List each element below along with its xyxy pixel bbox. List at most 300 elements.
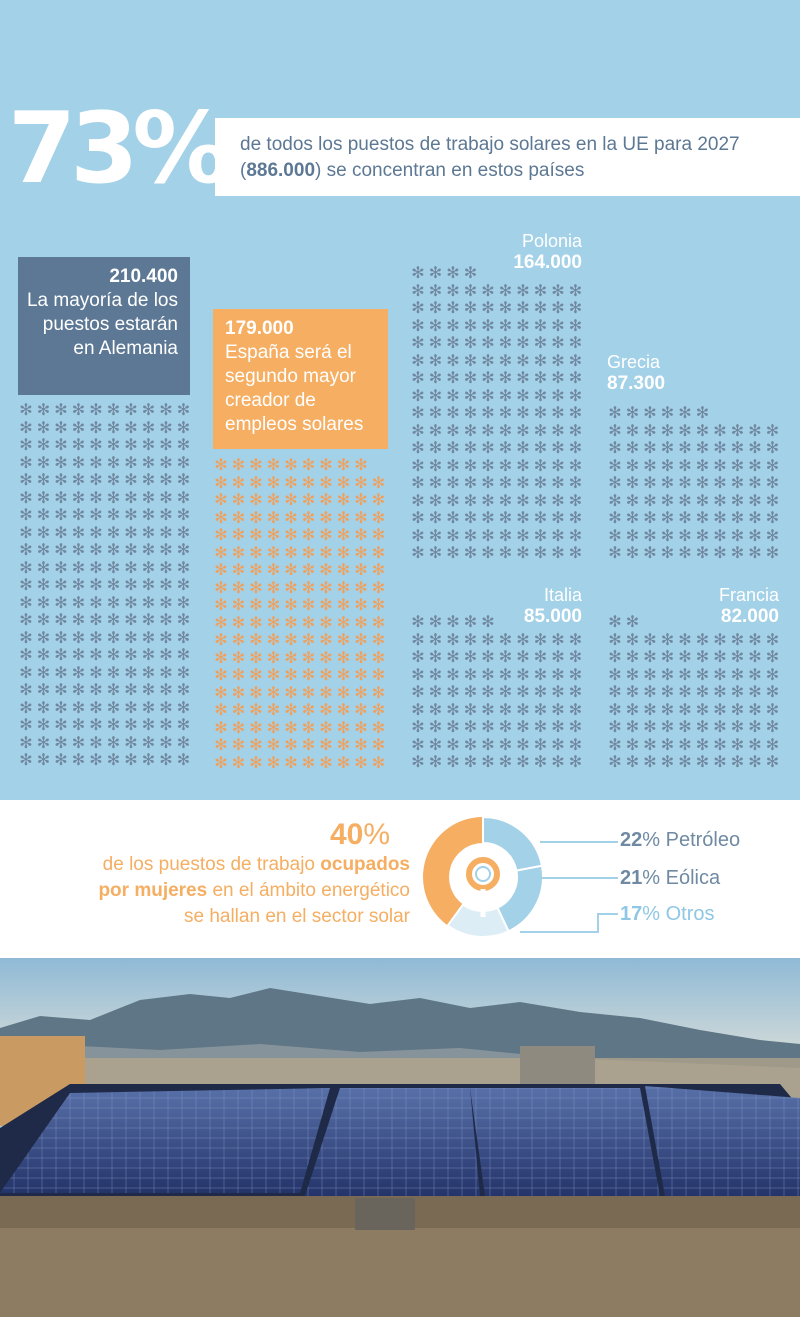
women-text-line3: se hallan en el sector solar xyxy=(183,906,410,927)
job-icon: ✻ xyxy=(71,699,86,717)
job-icon: ✻ xyxy=(54,524,68,542)
job-icon: ✻ xyxy=(516,422,530,440)
job-icon: ✻ xyxy=(748,736,762,754)
job-icon: ✻ xyxy=(643,440,657,457)
job-icon: ✻ xyxy=(481,545,495,562)
job-icon: ✻ xyxy=(463,352,478,370)
job-icon: ✻ xyxy=(498,352,513,370)
job-icon: ✻ xyxy=(678,457,692,475)
job-icon: ✻ xyxy=(608,492,622,510)
job-icon: ✻ xyxy=(446,631,460,649)
job-icon: ✻ xyxy=(89,472,103,489)
job-icon: ✻ xyxy=(428,422,443,440)
job-icon: ✻ xyxy=(354,509,368,527)
job-icon: ✻ xyxy=(106,647,121,664)
job-icon: ✻ xyxy=(463,631,478,649)
job-icon: ✻ xyxy=(19,699,33,717)
job-icon: ✻ xyxy=(446,719,460,736)
job-icon: ✻ xyxy=(71,542,86,559)
job-icon: ✻ xyxy=(498,527,513,545)
job-icon: ✻ xyxy=(54,752,68,769)
job-icon: ✻ xyxy=(176,629,191,647)
job-icon: ✻ xyxy=(463,684,478,701)
job-icon: ✻ xyxy=(336,667,351,684)
job-icon: ✻ xyxy=(301,754,316,772)
germany-value: 210.400 xyxy=(109,266,178,287)
job-icon: ✻ xyxy=(231,667,246,684)
job-icon: ✻ xyxy=(19,419,33,437)
job-icon: ✻ xyxy=(284,719,298,737)
job-icon: ✻ xyxy=(159,402,173,419)
job-icon: ✻ xyxy=(428,387,443,405)
job-icon: ✻ xyxy=(36,752,51,769)
job-icon: ✻ xyxy=(301,597,316,614)
job-icon: ✻ xyxy=(89,507,103,524)
job-icon: ✻ xyxy=(19,437,33,454)
job-icon: ✻ xyxy=(159,489,173,507)
job-icon: ✻ xyxy=(19,524,33,542)
job-icon: ✻ xyxy=(231,457,246,474)
job-icon: ✻ xyxy=(89,577,103,594)
job-icon: ✻ xyxy=(106,612,121,629)
job-icon: ✻ xyxy=(608,527,622,545)
job-icon: ✻ xyxy=(411,317,425,335)
france-value: 82.000 xyxy=(720,606,779,627)
job-icon: ✻ xyxy=(284,474,298,492)
job-icon: ✻ xyxy=(568,545,583,562)
job-icon: ✻ xyxy=(284,562,298,579)
job-icon: ✻ xyxy=(481,405,495,422)
job-icon: ✻ xyxy=(428,614,443,631)
job-icon: ✻ xyxy=(89,402,103,419)
job-icon: ✻ xyxy=(516,666,530,684)
job-icon: ✻ xyxy=(336,562,351,579)
job-icon: ✻ xyxy=(54,682,68,699)
job-icon: ✻ xyxy=(124,594,138,612)
job-icon: ✻ xyxy=(176,682,191,699)
job-icon: ✻ xyxy=(551,440,565,457)
job-icon: ✻ xyxy=(428,545,443,562)
job-icon: ✻ xyxy=(608,422,622,440)
job-icon: ✻ xyxy=(730,492,745,510)
job-icon: ✻ xyxy=(301,509,316,527)
job-icon: ✻ xyxy=(71,594,86,612)
job-icon: ✻ xyxy=(446,282,460,300)
job-icon: ✻ xyxy=(36,594,51,612)
job-icon: ✻ xyxy=(481,649,495,666)
job-icon: ✻ xyxy=(481,510,495,527)
job-icon: ✻ xyxy=(159,577,173,594)
job-icon: ✻ xyxy=(551,701,565,719)
job-icon: ✻ xyxy=(643,405,657,422)
job-icon: ✻ xyxy=(643,754,657,771)
job-icon: ✻ xyxy=(463,492,478,510)
job-icon: ✻ xyxy=(124,612,138,629)
job-icon: ✻ xyxy=(516,317,530,335)
job-icon: ✻ xyxy=(54,419,68,437)
job-icon: ✻ xyxy=(678,545,692,562)
job-icon: ✻ xyxy=(54,629,68,647)
job-icon: ✻ xyxy=(371,562,386,579)
job-icon: ✻ xyxy=(36,577,51,594)
job-icon: ✻ xyxy=(643,649,657,666)
job-icon: ✻ xyxy=(354,667,368,684)
job-icon: ✻ xyxy=(533,475,548,492)
job-icon: ✻ xyxy=(516,457,530,475)
job-icon: ✻ xyxy=(533,422,548,440)
job-icon: ✻ xyxy=(71,752,86,769)
germany-card xyxy=(18,257,190,395)
job-icon: ✻ xyxy=(446,684,460,701)
job-icon: ✻ xyxy=(301,684,316,702)
job-icon: ✻ xyxy=(266,754,281,772)
job-icon: ✻ xyxy=(176,472,191,489)
job-icon: ✻ xyxy=(354,649,368,667)
job-icon: ✻ xyxy=(533,736,548,754)
job-icon: ✻ xyxy=(336,579,351,597)
job-icon: ✻ xyxy=(249,562,263,579)
job-icon: ✻ xyxy=(214,649,228,667)
job-icon: ✻ xyxy=(371,649,386,667)
job-icon: ✻ xyxy=(159,542,173,559)
job-icon: ✻ xyxy=(625,736,640,754)
job-icon: ✻ xyxy=(319,474,333,492)
job-icon: ✻ xyxy=(284,527,298,544)
job-icon: ✻ xyxy=(36,612,51,629)
job-icon: ✻ xyxy=(765,457,780,475)
job-icon: ✻ xyxy=(124,629,138,647)
job-icon: ✻ xyxy=(371,754,386,772)
job-icon: ✻ xyxy=(551,317,565,335)
job-icon: ✻ xyxy=(533,440,548,457)
job-icon: ✻ xyxy=(176,594,191,612)
job-icon: ✻ xyxy=(516,405,530,422)
job-icon: ✻ xyxy=(284,684,298,702)
job-icon: ✻ xyxy=(678,666,692,684)
job-icon: ✻ xyxy=(568,649,583,666)
women-line2-bold: por mujeres xyxy=(98,880,208,901)
job-icon: ✻ xyxy=(551,527,565,545)
job-icon: ✻ xyxy=(551,631,565,649)
job-icon: ✻ xyxy=(106,524,121,542)
job-icon: ✻ xyxy=(695,510,710,527)
job-icon: ✻ xyxy=(159,454,173,472)
job-icon: ✻ xyxy=(678,649,692,666)
job-icon: ✻ xyxy=(36,489,51,507)
job-icon: ✻ xyxy=(568,317,583,335)
job-icon: ✻ xyxy=(713,631,727,649)
job-icon: ✻ xyxy=(748,701,762,719)
job-icon: ✻ xyxy=(214,597,228,614)
job-icon: ✻ xyxy=(354,457,368,474)
job-icon: ✻ xyxy=(428,527,443,545)
legend-petroleo-label: Petróleo xyxy=(660,829,741,851)
job-icon: ✻ xyxy=(19,402,33,419)
job-icon: ✻ xyxy=(643,736,657,754)
job-icon: ✻ xyxy=(608,510,622,527)
job-icon: ✻ xyxy=(748,510,762,527)
job-icon: ✻ xyxy=(214,474,228,492)
job-icon: ✻ xyxy=(713,719,727,736)
job-icon: ✻ xyxy=(446,370,460,387)
job-icon: ✻ xyxy=(765,545,780,562)
job-icon: ✻ xyxy=(446,754,460,771)
job-icon: ✻ xyxy=(730,701,745,719)
job-icon: ✻ xyxy=(765,422,780,440)
job-icon: ✻ xyxy=(336,597,351,614)
job-icon: ✻ xyxy=(124,437,138,454)
job-icon: ✻ xyxy=(141,647,156,664)
job-icon: ✻ xyxy=(106,734,121,752)
job-icon: ✻ xyxy=(301,492,316,509)
greece-name: Grecia xyxy=(607,352,661,372)
job-icon: ✻ xyxy=(89,559,103,577)
job-icon: ✻ xyxy=(71,664,86,682)
job-icon: ✻ xyxy=(463,317,478,335)
women-percent-sign: % xyxy=(363,818,391,851)
job-icon: ✻ xyxy=(124,717,138,734)
job-icon: ✻ xyxy=(713,492,727,510)
job-icon: ✻ xyxy=(301,474,316,492)
job-icon: ✻ xyxy=(176,699,191,717)
greece-value: 87.300 xyxy=(607,373,666,394)
job-icon: ✻ xyxy=(660,545,675,562)
job-icon: ✻ xyxy=(71,454,86,472)
job-icon: ✻ xyxy=(266,719,281,737)
job-icon: ✻ xyxy=(678,510,692,527)
job-icon: ✻ xyxy=(371,667,386,684)
france-label xyxy=(660,584,779,628)
job-icon: ✻ xyxy=(748,649,762,666)
job-icon: ✻ xyxy=(106,507,121,524)
job-icon: ✻ xyxy=(249,579,263,597)
job-icon: ✻ xyxy=(481,736,495,754)
job-icon: ✻ xyxy=(643,701,657,719)
job-icon: ✻ xyxy=(411,631,425,649)
job-icon: ✻ xyxy=(463,719,478,736)
job-icon: ✻ xyxy=(533,352,548,370)
job-icon: ✻ xyxy=(159,507,173,524)
job-icon: ✻ xyxy=(54,542,68,559)
job-icon: ✻ xyxy=(533,649,548,666)
job-icon: ✻ xyxy=(765,492,780,510)
job-icon: ✻ xyxy=(748,527,762,545)
job-icon: ✻ xyxy=(54,577,68,594)
job-icon: ✻ xyxy=(284,614,298,632)
job-icon: ✻ xyxy=(748,719,762,736)
job-icon: ✻ xyxy=(411,649,425,666)
job-icon: ✻ xyxy=(446,614,460,631)
job-icon: ✻ xyxy=(411,666,425,684)
job-icon: ✻ xyxy=(71,734,86,752)
job-icon: ✻ xyxy=(284,632,298,649)
job-icon: ✻ xyxy=(446,666,460,684)
job-icon: ✻ xyxy=(481,387,495,405)
job-icon: ✻ xyxy=(284,754,298,772)
job-icon: ✻ xyxy=(371,492,386,509)
job-icon: ✻ xyxy=(54,454,68,472)
job-icon: ✻ xyxy=(643,527,657,545)
legend-otros-pct: 17 xyxy=(620,903,643,925)
job-icon: ✻ xyxy=(176,454,191,472)
job-icon: ✻ xyxy=(498,387,513,405)
job-icon: ✻ xyxy=(463,527,478,545)
job-icon: ✻ xyxy=(463,440,478,457)
job-icon: ✻ xyxy=(411,719,425,736)
job-icon: ✻ xyxy=(284,702,298,719)
job-icon: ✻ xyxy=(336,527,351,544)
legend-otros xyxy=(620,903,715,926)
job-icon: ✻ xyxy=(176,437,191,454)
job-icon: ✻ xyxy=(371,474,386,492)
job-icon: ✻ xyxy=(713,545,727,562)
legend-eolica-pct: 21 xyxy=(620,867,643,889)
job-icon: ✻ xyxy=(36,437,51,454)
job-icon: ✻ xyxy=(89,752,103,769)
job-icon: ✻ xyxy=(660,754,675,771)
job-icon: ✻ xyxy=(54,472,68,489)
job-icon: ✻ xyxy=(411,300,425,317)
job-icon: ✻ xyxy=(713,440,727,457)
job-icon: ✻ xyxy=(428,405,443,422)
job-icon: ✻ xyxy=(748,457,762,475)
job-icon: ✻ xyxy=(608,719,622,736)
job-icon: ✻ xyxy=(551,649,565,666)
job-icon: ✻ xyxy=(551,684,565,701)
job-icon: ✻ xyxy=(249,474,263,492)
job-icon: ✻ xyxy=(463,422,478,440)
job-icon: ✻ xyxy=(249,737,263,754)
job-icon: ✻ xyxy=(608,701,622,719)
job-icon: ✻ xyxy=(568,457,583,475)
job-icon: ✻ xyxy=(159,717,173,734)
job-icon: ✻ xyxy=(568,631,583,649)
job-icon: ✻ xyxy=(568,300,583,317)
job-icon: ✻ xyxy=(568,335,583,352)
job-icon: ✻ xyxy=(319,684,333,702)
job-icon: ✻ xyxy=(695,701,710,719)
job-icon: ✻ xyxy=(371,684,386,702)
job-icon: ✻ xyxy=(231,754,246,772)
job-icon: ✻ xyxy=(54,612,68,629)
job-icon: ✻ xyxy=(371,597,386,614)
job-icon: ✻ xyxy=(481,440,495,457)
job-icon: ✻ xyxy=(411,754,425,771)
job-icon: ✻ xyxy=(428,440,443,457)
job-icon: ✻ xyxy=(159,524,173,542)
job-icon: ✻ xyxy=(89,524,103,542)
job-icon: ✻ xyxy=(176,489,191,507)
job-icon: ✻ xyxy=(284,579,298,597)
job-icon: ✻ xyxy=(176,507,191,524)
job-icon: ✻ xyxy=(214,667,228,684)
job-icon: ✻ xyxy=(266,614,281,632)
job-icon: ✻ xyxy=(284,544,298,562)
job-icon: ✻ xyxy=(660,701,675,719)
job-icon: ✻ xyxy=(498,457,513,475)
job-icon: ✻ xyxy=(159,682,173,699)
job-icon: ✻ xyxy=(266,684,281,702)
job-icon: ✻ xyxy=(214,492,228,509)
job-icon: ✻ xyxy=(660,440,675,457)
job-icon: ✻ xyxy=(533,631,548,649)
job-icon: ✻ xyxy=(54,647,68,664)
job-icon: ✻ xyxy=(446,405,460,422)
job-icon: ✻ xyxy=(533,492,548,510)
job-icon: ✻ xyxy=(89,717,103,734)
job-icon: ✻ xyxy=(730,440,745,457)
job-icon: ✻ xyxy=(54,437,68,454)
job-icon: ✻ xyxy=(446,475,460,492)
job-icon: ✻ xyxy=(36,664,51,682)
job-icon: ✻ xyxy=(678,475,692,492)
job-icon: ✻ xyxy=(411,545,425,562)
poland-value: 164.000 xyxy=(513,252,582,273)
job-icon: ✻ xyxy=(481,370,495,387)
women-line1-bold: ocupados xyxy=(320,854,410,875)
job-icon: ✻ xyxy=(301,702,316,719)
job-icon: ✻ xyxy=(371,509,386,527)
job-icon: ✻ xyxy=(748,475,762,492)
legend-otros-label: Otros xyxy=(660,903,715,925)
job-icon: ✻ xyxy=(481,527,495,545)
job-icon: ✻ xyxy=(19,559,33,577)
job-icon: ✻ xyxy=(141,542,156,559)
job-icon: ✻ xyxy=(568,475,583,492)
job-icon: ✻ xyxy=(643,719,657,736)
job-icon: ✻ xyxy=(446,457,460,475)
job-icon: ✻ xyxy=(214,737,228,754)
job-icon: ✻ xyxy=(608,631,622,649)
job-icon: ✻ xyxy=(678,527,692,545)
job-icon: ✻ xyxy=(533,317,548,335)
job-icon: ✻ xyxy=(551,352,565,370)
job-icon: ✻ xyxy=(551,545,565,562)
job-icon: ✻ xyxy=(551,335,565,352)
job-icon: ✻ xyxy=(428,492,443,510)
job-icon: ✻ xyxy=(336,614,351,632)
job-icon: ✻ xyxy=(551,387,565,405)
job-icon: ✻ xyxy=(214,544,228,562)
job-icon: ✻ xyxy=(428,754,443,771)
job-icon: ✻ xyxy=(411,265,425,282)
job-icon: ✻ xyxy=(319,457,333,474)
job-icon: ✻ xyxy=(765,754,780,771)
job-icon: ✻ xyxy=(319,719,333,737)
job-icon: ✻ xyxy=(516,545,530,562)
job-icon: ✻ xyxy=(319,754,333,772)
job-icon: ✻ xyxy=(354,474,368,492)
italy-name: Italia xyxy=(543,585,582,605)
job-icon: ✻ xyxy=(266,597,281,614)
spain-text: España será el segundo mayor creador de empleos solares xyxy=(225,342,364,435)
job-icon: ✻ xyxy=(124,734,138,752)
job-icon: ✻ xyxy=(678,754,692,771)
job-icon: ✻ xyxy=(141,577,156,594)
legend-leaders xyxy=(480,830,620,940)
job-icon: ✻ xyxy=(551,405,565,422)
job-icon: ✻ xyxy=(71,577,86,594)
job-icon: ✻ xyxy=(159,699,173,717)
job-icon: ✻ xyxy=(141,752,156,769)
job-icon: ✻ xyxy=(516,300,530,317)
job-icon: ✻ xyxy=(498,300,513,317)
job-icon: ✻ xyxy=(89,629,103,647)
job-icon: ✻ xyxy=(124,419,138,437)
job-icon: ✻ xyxy=(446,545,460,562)
germany-text: La mayoría de los puestos estarán en Alemania xyxy=(26,290,178,359)
job-icon: ✻ xyxy=(319,632,333,649)
